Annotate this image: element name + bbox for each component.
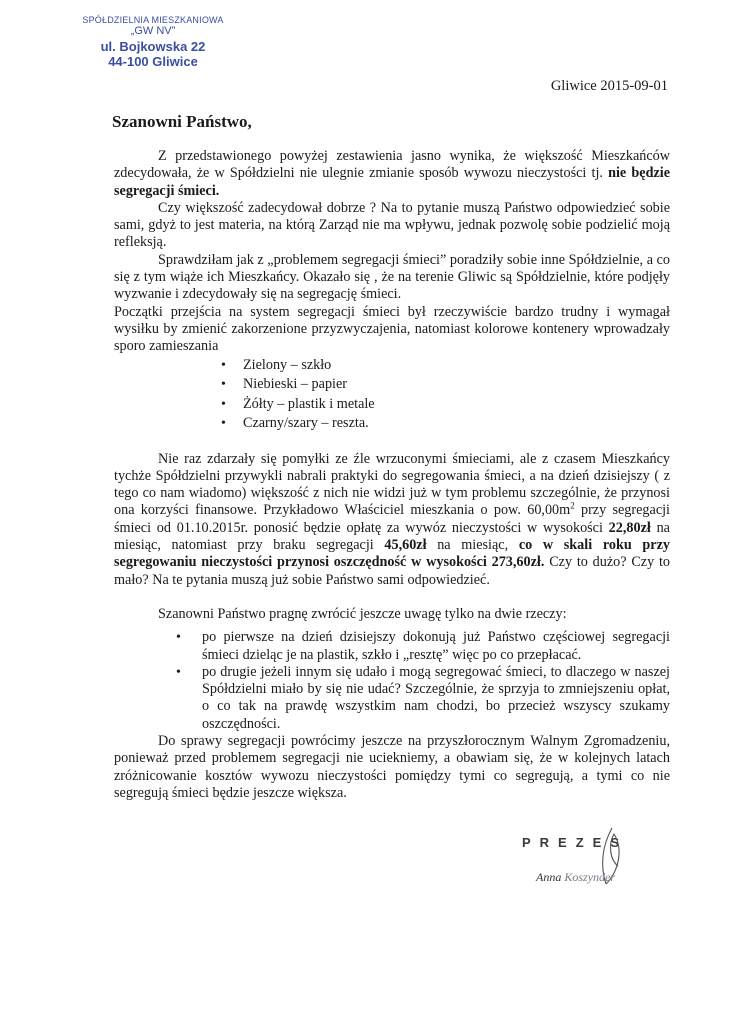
stamp-line-3: ul. Bojkowska 22 (100, 38, 206, 54)
list-item: • Żółty – plastik i metale (221, 395, 670, 415)
paragraph-1 (114, 148, 670, 200)
signatory-name (536, 870, 615, 885)
paragraph-3: Sprawdziłam jak z „problemem segregacji śmieci” poradziły sobie inne Spółdzielnie, a co się z tym wiąże ich Mieszkańcy. Okazało się , że na terenie Gliwic są Spółdzielnie, które podjęły wyzwanie i zdecydowały się na segregację śmieci. (114, 251, 670, 303)
paragraph-2: Czy większość zadecydował dobrze ? Na to pytanie muszą Państwo odpowiedzieć sobie sami, gdyż to jest materia, na którą Zarząd nie ma wpływu, jednak pozwolę sobie podzielić moją refleksją. (114, 199, 670, 251)
paragraph-4: Początki przejścia na system segregacji śmieci był rzeczywiście bardzo trudny i wymagał wysiłku by zmienić zakorzenione przyzwyczajenia, natomiast kolorowe kontenery wprowadzały sporo zamieszania (114, 303, 670, 355)
list-item: • Zielony – szkło (221, 356, 670, 376)
stamp-line-1: SPÓŁDZIELNIA MIESZKANIOWA (82, 15, 224, 25)
points-list (176, 629, 670, 733)
list-item: • po drugie jeżeli innym się udało i mogą segregować śmieci, to dlaczego w naszej Spółdzielni miało by się nie udać? Szczególnie, że sprzyja to zmniejszeniu opłat, o co tak na prawdę wszystkim nam chodzi, bo przecież wszyscy szukamy oszczędności. (176, 664, 670, 733)
cooperative-stamp (78, 16, 228, 68)
paragraph-1-bold: nie będzie segregacji śmieci. (114, 165, 670, 199)
paragraph-5-part-a: Nie raz zdarzały się pomyłki ze źle wrzuconymi śmieciami, ale z czasem Mieszkańcy tychże Spółdzielni przywykli nabrali praktyki do segregowania śmieci, a na dzień dzisiejszy ( z tego co nam wiadomo) większość z nich nie widzi już w tym problemu szczególnie, że przynosi ona korzyści finansowe. Przykładowo Właściciel mieszkania o pow. 60,00m (114, 450, 670, 519)
paragraph-7: Do sprawy segregacji powrócimy jeszcze na przyszłorocznym Walnym Zgromadzeniu, ponieważ przed problemem segregacji nie uciekniemy, a obawiam się, że w kolejnych latach zróżnicowanie kosztów wywozu nieczystości pomiędzy tymi co segregują, a tymi co nie segregują śmieci będzie jeszcze większa. (114, 733, 670, 801)
signature-block (522, 826, 702, 896)
paragraph-5-part-d: na miesiąc, (426, 537, 519, 554)
stamp-line-2: „GW NV” (130, 25, 176, 38)
paragraph-5-part-c: na miesiąc, natomiast przy braku segregacji (114, 519, 670, 554)
signature-title: PREZES (522, 835, 629, 850)
yearly-savings: co w skali roku przy segregowaniu nieczystości przynosi oszczędność w wysokości 273,60zł. (114, 537, 670, 571)
list-item: • po pierwsze na dzień dzisiejszy dokonują już Państwo częściowej segregacji śmieci dzieląc je na plastik, szkło i „resztę” więc po co przepłacać. (176, 629, 670, 664)
paragraph-5 (114, 451, 670, 589)
list-item: • Czarny/szary – reszta. (221, 414, 670, 434)
signatory-first-name: Anna (536, 870, 562, 884)
paragraph-5-part-e: Czy to dużo? Czy to mało? Na te pytania muszą już sobie Państwo sami odpowiedzieć. (114, 554, 670, 588)
greeting: Szanowni Państwo, (112, 112, 252, 131)
list-item: • Niebieski – papier (221, 375, 670, 395)
container-colors-list (221, 356, 670, 434)
stamp-line-4: 44-100 Gliwice (108, 53, 198, 69)
signature-scribble (572, 826, 642, 896)
letter-date: Gliwice 2015-09-01 (550, 78, 668, 94)
paragraph-6: Szanowni Państwo pragnę zwrócić jeszcze uwagę tylko na dwie rzeczy: (158, 605, 567, 622)
paragraph-5-part-b: przy segregacji śmieci od 01.10.2015r. ponosić będzie opłatę za wywóz nieczystości w wysokości (114, 502, 670, 536)
superscript: 2 (570, 500, 575, 511)
amount-with-segregation: 22,80zł (608, 519, 651, 536)
signatory-handwritten-surname: Koszynder (564, 870, 616, 884)
letter-body (114, 148, 670, 802)
amount-without-segregation: 45,60zł (384, 537, 427, 554)
paragraph-1-text: Z przedstawionego powyżej zestawienia jasno wynika, że większość Mieszkańców zdecydowała, że w Spółdzielni nie ulegnie zmianie sposób wywozu nieczystości tj. (114, 148, 670, 182)
